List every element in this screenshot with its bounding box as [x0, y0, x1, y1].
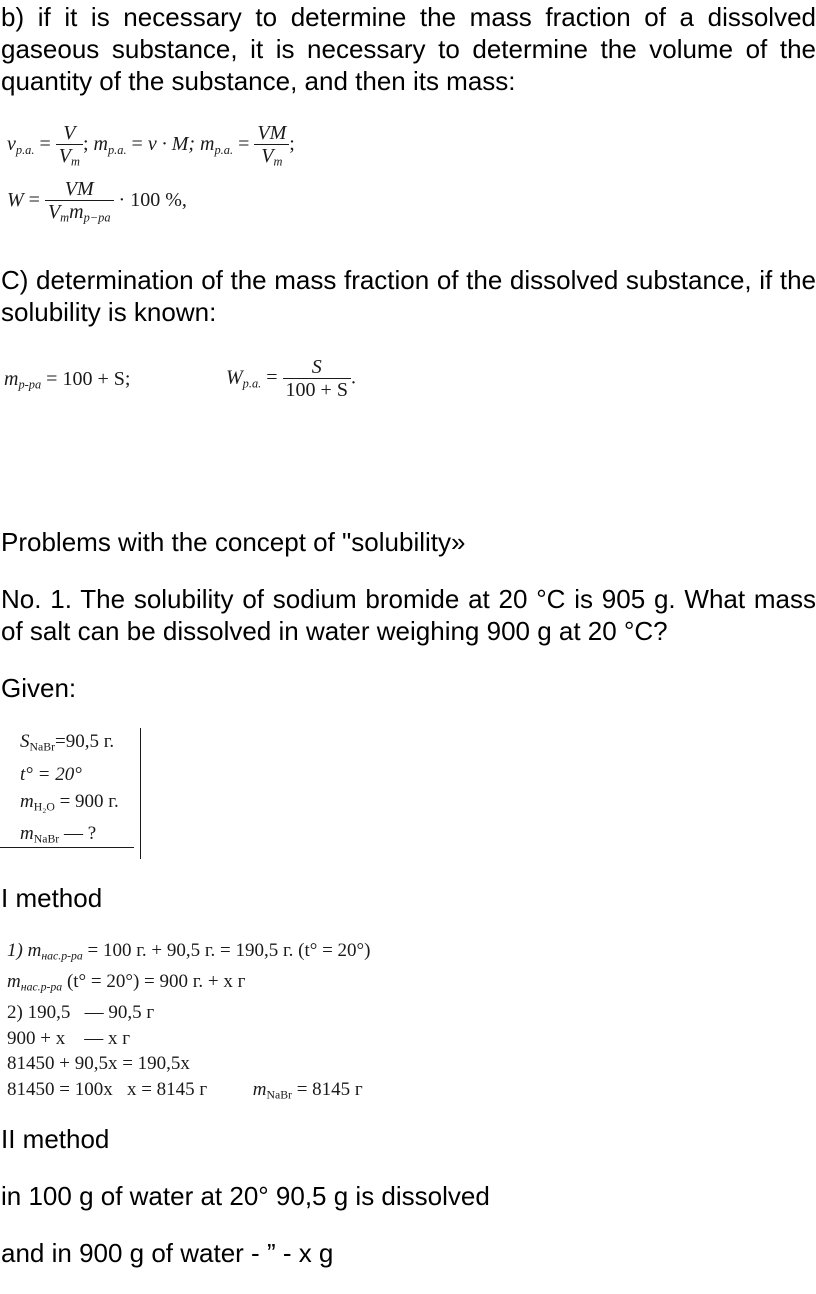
w-symbol: W	[7, 189, 24, 212]
fraction-numerator: VM	[254, 122, 289, 145]
fraction-vm-over-vm-mass	[45, 178, 114, 225]
paragraph-c-intro: C) determination of the mass fraction of the dissolved substance, if the solubility is known:	[1, 265, 816, 327]
given-label: Given:	[1, 673, 77, 703]
given-solubility: $S_{NaBr}=90,5$ г.	[20, 731, 115, 754]
formula-solution-mass	[4, 368, 130, 393]
method-1-line-1: 1) $m_{нас.p-pa} = 100$ г. + 90,5 г. = 190,5 г. (t° = 20°)	[7, 940, 371, 963]
result-mass-symbol: m	[252, 1078, 267, 1100]
result-mass-value: = 8145 г	[296, 1078, 363, 1100]
fraction-denominator: $V_m$	[58, 145, 80, 169]
method-2-heading: II method	[1, 1124, 110, 1154]
method-1-block	[7, 938, 370, 1108]
nu-symbol: ν	[7, 133, 16, 156]
equals-sign: =	[266, 366, 278, 389]
fraction-numerator: V	[56, 122, 83, 145]
method-2-line-100g: in 100 g of water at 20° 90,5 g is dissolved	[1, 1181, 490, 1211]
method-1-line-3: 2) 190,5 — 90,5 г	[7, 1002, 155, 1024]
mass-symbol: m	[93, 133, 108, 156]
mass-rhs: = 100 + S;	[46, 368, 131, 390]
fraction-vm-over-vm	[254, 122, 289, 169]
formula-w-gas	[7, 178, 187, 225]
separator: ;	[289, 133, 295, 156]
equals-sign: =	[238, 133, 250, 156]
w-symbol: W	[226, 366, 243, 389]
given-divider	[0, 847, 134, 848]
fraction-numerator: S	[283, 356, 351, 379]
given-water-mass: $m_{H_2O} = 900$ г.	[20, 790, 119, 814]
given-unknown: $m_{NaBr}$ — ?	[20, 823, 97, 846]
equals-sign: =	[28, 189, 40, 212]
formula-nu-m-line	[7, 122, 295, 169]
method-1-line-6: 81450 = 100x x = 8145 г $m_{NaBr} = 8145$ г	[7, 1078, 363, 1102]
problems-heading: Problems with the concept of "solubility»	[1, 527, 466, 557]
problem-1-text: No. 1. The solubility of sodium bromide at 20 °C is 905 g. What mass of salt can be dissolved in water weighing 900 g at 20 °C?	[1, 584, 816, 646]
fraction-v-over-vm	[56, 122, 83, 169]
method-1-line-5: 81450 + 90,5x = 190,5x	[7, 1053, 190, 1075]
fraction-denominator: 100 + S	[285, 379, 348, 401]
mass-symbol-2: m	[200, 133, 215, 156]
mass-subscript: p-pa	[18, 377, 42, 392]
given-temperature: t° = 20°	[20, 763, 82, 785]
nu-subscript: p.a.	[15, 142, 35, 157]
fraction-numerator: VM	[45, 178, 114, 201]
separator: ;	[82, 133, 89, 156]
mass-subscript-2: p.a.	[214, 142, 234, 157]
equals-sign: =	[39, 133, 51, 156]
method-1-line-4: 900 + x — x г	[7, 1027, 131, 1049]
paragraph-b-intro: b) if it is necessary to determine the mass fraction of a dissolved gaseous substance, it is necessary to determine the volume of the quantity of the substance, and then its mass:	[1, 2, 816, 96]
method-2-line-900g: and in 900 g of water - ” - x g	[1, 1238, 334, 1268]
percent-factor: · 100 %,	[118, 189, 187, 212]
nu-times-m: ν · M;	[147, 133, 196, 156]
method-1-heading: I method	[1, 883, 103, 913]
mass-symbol: m	[4, 368, 19, 390]
fraction-denominator: $V_m$	[261, 145, 283, 169]
formula-w-solubility	[226, 356, 356, 402]
fraction-s-over-100-plus-s	[283, 356, 351, 402]
result-mass-subscript: NaBr	[266, 1088, 292, 1102]
period: .	[350, 366, 356, 389]
w-subscript: p.a.	[242, 376, 262, 391]
mass-subscript: p.a.	[107, 142, 127, 157]
method-1-line-2: $m_{нас.p-pa}$ (t° = 20°) = 900 г. + x г	[7, 971, 246, 994]
fraction-denominator: $V_mm_{p-pa}$	[47, 201, 111, 225]
given-block	[20, 728, 141, 859]
equals-sign: =	[131, 133, 143, 156]
